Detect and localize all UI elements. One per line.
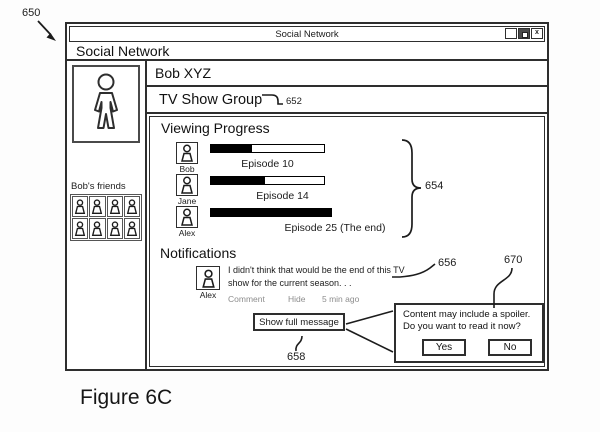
user-name: Bob XYZ bbox=[155, 65, 212, 81]
avatar-alex-notif bbox=[196, 266, 220, 290]
friend-avatar[interactable] bbox=[124, 218, 140, 239]
callout-arrow-650 bbox=[38, 21, 51, 35]
avatar-bob bbox=[176, 142, 198, 164]
progress-fill bbox=[211, 177, 265, 184]
progress-fill bbox=[211, 145, 252, 152]
progress-fill bbox=[211, 209, 331, 216]
no-button[interactable]: No bbox=[488, 339, 532, 356]
person-icon bbox=[86, 73, 126, 136]
group-panel bbox=[149, 116, 545, 367]
titlebar bbox=[69, 26, 545, 42]
avatar-jane bbox=[176, 174, 198, 196]
friend-avatar[interactable] bbox=[107, 218, 123, 239]
user-name-row bbox=[147, 61, 547, 87]
notification-message-line1: I didn't think that would be the end of this TV bbox=[228, 265, 405, 275]
show-full-message-button[interactable]: Show full message bbox=[253, 313, 345, 331]
avatar-alex bbox=[176, 206, 198, 228]
notifications-heading: Notifications bbox=[160, 245, 237, 261]
group-name-row bbox=[147, 87, 547, 114]
progress-name: Jane bbox=[177, 196, 197, 206]
friend-avatar[interactable] bbox=[89, 218, 105, 239]
profile-avatar bbox=[72, 65, 140, 143]
ref-670: 670 bbox=[504, 254, 523, 266]
close-button[interactable]: x bbox=[531, 28, 543, 39]
friends-grid bbox=[70, 194, 142, 241]
social-network-window bbox=[65, 22, 549, 371]
progress-name: Bob bbox=[179, 164, 195, 174]
friend-avatar[interactable] bbox=[72, 218, 88, 239]
app-title: Social Network bbox=[76, 42, 170, 59]
progress-bar-jane bbox=[210, 176, 325, 185]
episode-label: Episode 14 bbox=[256, 190, 309, 202]
timestamp: 5 min ago bbox=[322, 294, 360, 304]
maximize-button[interactable] bbox=[518, 28, 530, 39]
figure-caption: Figure 6C bbox=[80, 386, 173, 409]
ref-652: 652 bbox=[286, 96, 302, 107]
episode-label: Episode 10 bbox=[241, 158, 294, 170]
minimize-button[interactable] bbox=[505, 28, 517, 39]
sidebar bbox=[67, 61, 147, 369]
callout-arrowhead-650 bbox=[47, 33, 57, 41]
hide-link[interactable]: Hide bbox=[288, 294, 306, 304]
window-title: Social Network bbox=[275, 28, 339, 40]
friend-avatar[interactable] bbox=[124, 196, 140, 217]
group-name: TV Show Group bbox=[159, 91, 263, 108]
spoiler-popup bbox=[394, 303, 544, 363]
comment-link[interactable]: Comment bbox=[228, 294, 265, 304]
ref-656: 656 bbox=[438, 257, 457, 269]
popup-message-line2: Do you want to read it now? bbox=[403, 321, 521, 332]
window-controls bbox=[505, 28, 543, 39]
progress-bar-bob bbox=[210, 144, 325, 153]
friend-avatar[interactable] bbox=[72, 196, 88, 217]
main-content bbox=[147, 61, 547, 369]
friend-avatar[interactable] bbox=[107, 196, 123, 217]
popup-message-line1: Content may include a spoiler. bbox=[403, 309, 531, 320]
viewing-progress-heading: Viewing Progress bbox=[161, 120, 270, 136]
progress-name: Alex bbox=[178, 228, 196, 238]
app-header bbox=[67, 42, 547, 61]
ref-654: 654 bbox=[425, 180, 444, 192]
friend-avatar[interactable] bbox=[89, 196, 105, 217]
yes-button[interactable]: Yes bbox=[422, 339, 466, 356]
notification-author: Alex bbox=[199, 290, 217, 300]
ref-650: 650 bbox=[22, 7, 41, 19]
notification-message-line2: show for the current season. . . bbox=[228, 278, 352, 288]
episode-label: Episode 25 (The end) bbox=[284, 222, 386, 234]
ref-658: 658 bbox=[287, 351, 306, 363]
friends-label: Bob's friends bbox=[71, 181, 126, 192]
progress-bar-alex bbox=[210, 208, 332, 217]
